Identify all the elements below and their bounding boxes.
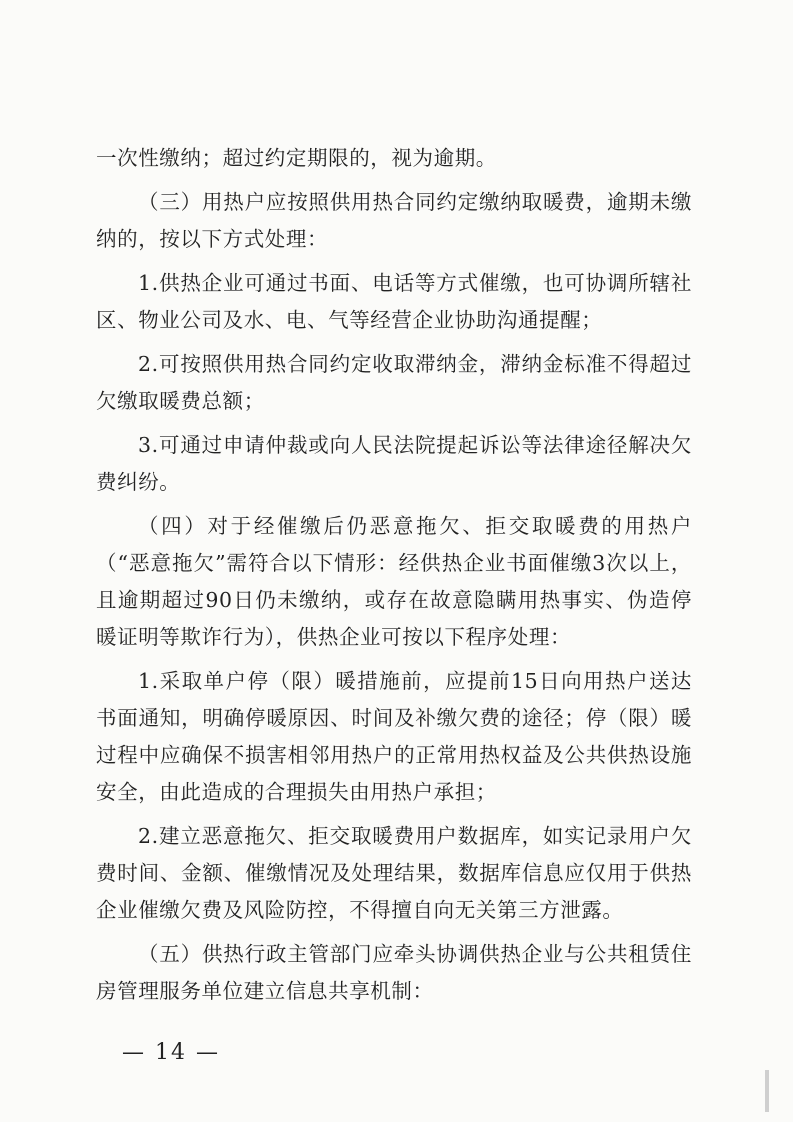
paragraph-section-four: （四）对于经催缴后仍恶意拖欠、拒交取暖费的用热户（“恶意拖欠”需符合以下情形：经供热企业书面催缴3次以上，且逾期超过90日仍未缴纳，或存在故意隐瞒用热事实、伪造停暖证明等欺诈行为），供热企业可按以下程序处理： <box>96 514 692 649</box>
paragraph-section-four-item-2: 2.建立恶意拖欠、拒交取暖费用户数据库，如实记录用户欠费时间、金额、催缴情况及处理结果，数据库信息应仅用于供热企业催缴欠费及风险防控，不得擅自向无关第三方泄露。 <box>96 824 692 922</box>
paragraph-section-four-item-1: 1.采取单户停（限）暖措施前，应提前15日向用热户送达书面通知，明确停暖原因、时间及补缴欠费的途径；停（限）暖过程中应确保不损害相邻用热户的正常用热权益及公共供热设施安全，由此造成的合理损失由用热户承担； <box>96 669 692 804</box>
scan-edge-mark <box>765 1070 769 1112</box>
paragraph-item-1: 1.供热企业可通过书面、电话等方式催缴，也可协调所辖社区、物业公司及水、电、气等经营企业协助沟通提醒； <box>96 271 692 332</box>
paragraph-section-five: （五）供热行政主管部门应牵头协调供热企业与公共租赁住房管理服务单位建立信息共享机制： <box>96 942 692 1003</box>
paragraph-item-3: 3.可通过申请仲裁或向人民法院提起诉讼等法律途径解决欠费纠纷。 <box>96 433 692 494</box>
page-number: — 14 — <box>122 1040 220 1065</box>
document-body <box>96 140 692 1017</box>
paragraph-section-three: （三）用热户应按照供用热合同约定缴纳取暖费，逾期未缴纳的，按以下方式处理： <box>96 190 692 251</box>
paragraph-item-2: 2.可按照供用热合同约定收取滞纳金，滞纳金标准不得超过欠缴取暖费总额； <box>96 352 692 413</box>
paragraph-continuation: 一次性缴纳；超过约定期限的，视为逾期。 <box>96 146 497 170</box>
